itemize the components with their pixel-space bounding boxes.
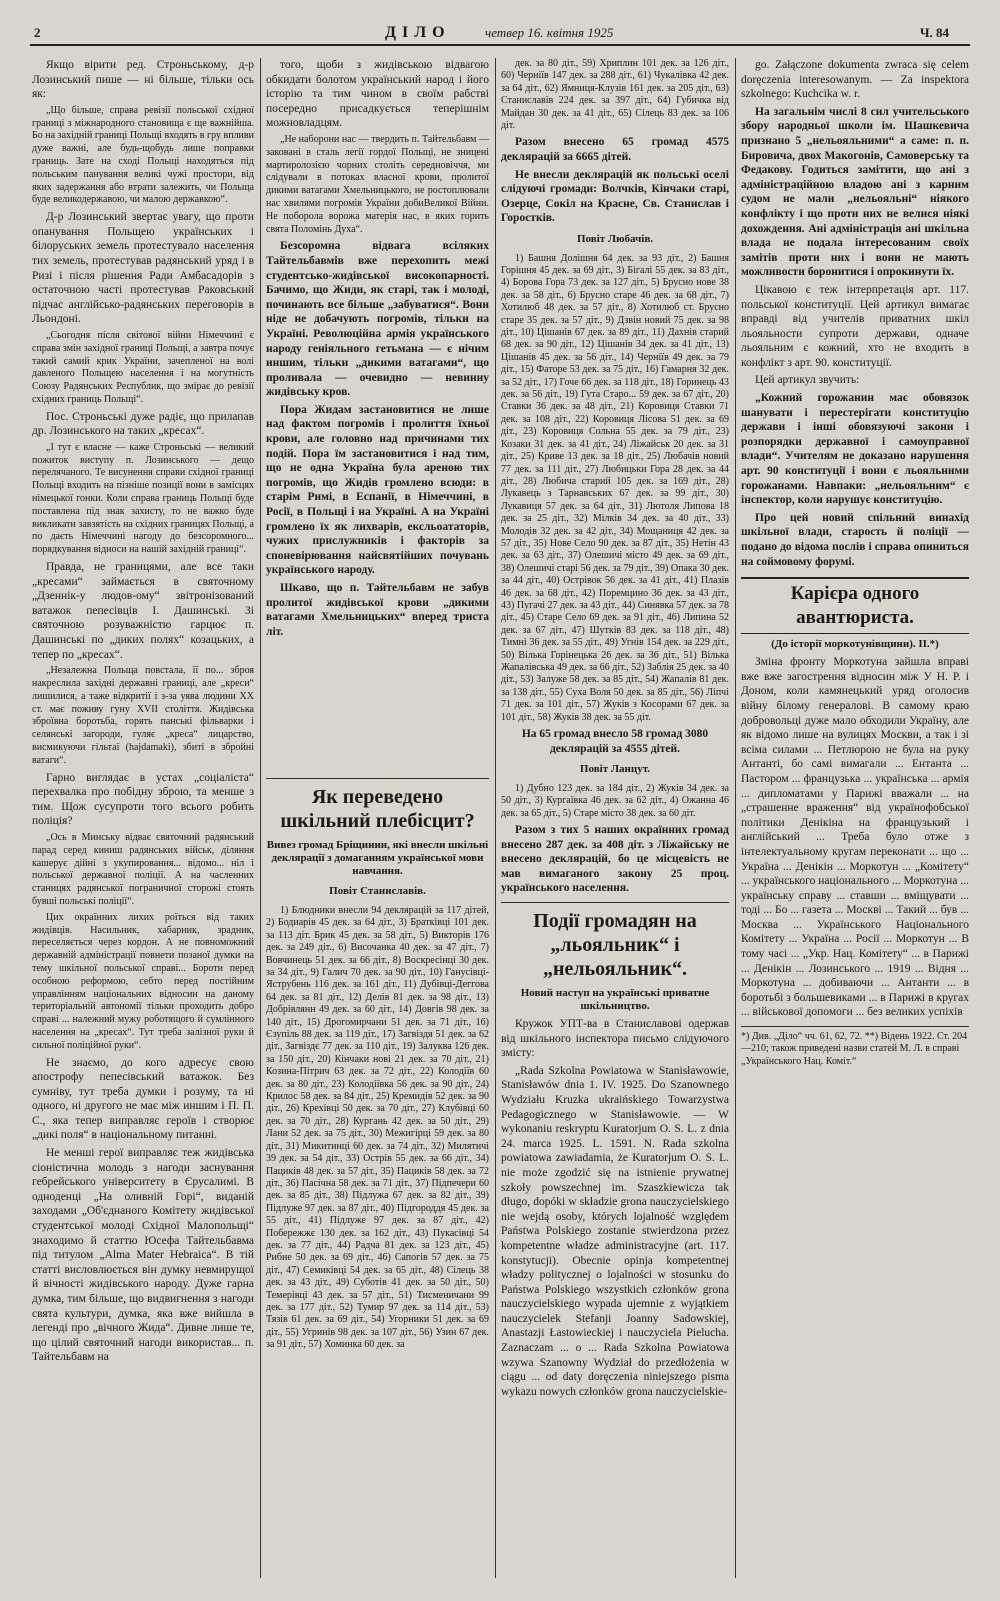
date-line: четвер 16. квітня 1925 bbox=[485, 25, 614, 40]
quote: „Кожний горожанин має обовязок шанувати і перестерігати конституцію держави і інші обовязуючі закони і розпорядки державної і самоуправної влади“. Учителям не доказано нарушення арт. 90 конституції і вони є льояльними горожанами. Навпаки: „нельояльним“ є інспектор, коли нарушує конституцію. bbox=[741, 392, 969, 507]
masthead: ДІЛО bbox=[385, 24, 451, 41]
paragraph: Не внесли деклярацій як польські оселі слідуючі громади: Волчків, Кінчаки старі, Озерце, Сокіл на Красне, Св. Станислав і Горостків. bbox=[501, 168, 729, 225]
section-heading: Повіт Любачів. bbox=[576, 233, 654, 245]
paragraph: Цікавою є теж інтерпретація арт. 117. польської конституції. Цей артикул вимагає вправді від учителів приватних шкіл льояльности супроти держави, одначе льояльним є кожний, хто не входить в конфлікт з арт. 90. конституції. bbox=[741, 283, 969, 369]
column-1 bbox=[32, 58, 254, 1588]
quote: „Сьогодня після світової війни Німеччині є справа змін західної границі Польщі, а завтра почує такий самий крик України, зачепленої на волі давленого Польщею населення і на могутність Союзу Радянських Республик, що змірає до ревізії східних границь Польщі“. bbox=[32, 329, 254, 405]
paragraph: На загальнім числі 8 сил учительського збору народньої школи ім. Шашкевича признано 5 „нельояльними“ а саме: п. п. Бировича, двох Макогонів, Самоверську та Федакову. Годиться замітити, що ані з адміністраційною владою ані з карним судом не мали „нельояльні“ ніякого конфлікту і що проти них не велися ніякі дохождення. Ані адміністрація ані шкільна влада не подала інтересованим своїх замітів проти них і вони не мають можливости боронитися і опрокинути їх. bbox=[741, 105, 969, 279]
page-header bbox=[30, 22, 970, 46]
blank-space bbox=[266, 642, 489, 772]
quote: Цих окраїнних лихих роїться від таких жидівців. Насильник, хабарник, зрадник, переселяється через кордон. А не повноможний державній адміністрації повнети позаної думки на тему шкільної польської справі... Бороти перед особною реформою, себто перед постійним управлінням національних відносин на даному територіальній автономії тільки проходить добро справі ... належний мужу роботящого й сумлінного населення на „кресах“. Тут треба залізної руки й сильної поліційної руки“. bbox=[32, 911, 254, 1051]
paragraph: Пора Жидам застановитися не лише над фактом погромів і пролиття їхньої крови, але головно над причинами тих подій. Пора їм застановитися і над тим, що не одна Україна була ареною тих погромів, що Жидів громлено всюди: в старім Римі, в Еспанії, в Німеччині, в Росії, в Польщі і на Україні. А на Україні громлено їх як лихварів, ексльоататорів, чужих прислужників і факторів за споневірювання найсвятійших почувань українського народу. bbox=[266, 403, 489, 577]
paragraph: „Rada Szkolna Powiatowa w Stanisławowie, Stanisławów dnia 1. IV. 1925. Do Szanownego Wydziału Kruzka ukraińskiego Towarzystwa Pedagogicznego w Stanisławowie. — W wykonaniu reskryptu Kuratorjum O. S. L. z dnia 24. marca 1925. L. 1591. N. Rada szkolna powiatowa zawiadamia, że Kuratorjum O. S. L. nie może zgodzić się na istnienie prywatnej szkoły powszechnej im. Szaszkiewicza tak długo, dopóki w składzie grona nauczycielskiego nie wejdą osoby, których lojalność względem Państwa Polskiego zostanie stwierdzona przez kompetentne władze administracyjne (art. 117. konstytucji). Obecnie opinja kompetentnej władzy politycznej o lojalności w stosunku do Państwa Polskiego wszystkich członków grona nauczycielskiego wypada ujemnie z wyjątkiem nauczycielek Stefanji Joanny Sadowskiej, Anastazji Łastowieckiej i nauczyciela Pielucha. Zaznaczam ... o ... Rada Szkolna Powiatowa wzywa Szanowny Wydział do przedłożenia w ciągu ... od daty doręczenia niniejszego pisma wykazu nowych członków grona nauczycielskie- bbox=[501, 1064, 729, 1398]
quote: „І тут є власне — каже Строньські — великий пожиток виступу п. Лозинського — дещо перелячаного. Те висунення справи східної границі Польщі входить на пізніше позиції вони в замісцях німецької гонки. Коли справа границь Польщі буде поставлена під знак захисту, то не важко буде викликати завзятість на східних границях Польщі, а по даєть Німеччині нагоду до безсоромного... порядкування відноси на нашій західній границі“. bbox=[32, 441, 254, 556]
summary: Разом внесено 65 громад 4575 деклярацій за 6665 дітей. bbox=[501, 136, 729, 164]
village-list: дек. за 80 діт., 59) Хриплин 101 дек. за 126 діт., 60) Черніїв 147 дек. за 288 діт., 61) Чукалівка 42 дек. за 64 діт., 62) Ямниця-Клузів 161 дек. за 205 діт., 63) Станиславів 224 дек. за 397 діт., 64) Губичка від Майдан 30 дек. за 41 діт., 65) Сілець 83 дек. за 106 діт. bbox=[501, 58, 729, 132]
paragraph: Кружок УПТ-ва в Станиславові одержав від шкільного інспектора письмо слідуючого змісту: bbox=[501, 1018, 729, 1060]
paragraph: Безсоромна відвага всіляких Тайтельбавмів вже перехопить межі студентсько-жидівської високопарності. Бачимо, що Жиди, як старі, так і молоді, починають все більше „забуватися“. Вони ніде не добачують погромів, тільки на Україні. Революційна армія українського народу геніяльного гетьмана — є нічим иншим, тільки „дикими ватагами“, що проливала — очевидно — невинну жидівську кров. bbox=[266, 240, 489, 399]
column-3 bbox=[501, 58, 729, 1588]
village-list: 1) Блюдники внесли 94 деклярацій за 117 дітей, 2) Бодиарів 45 дек. за 64 діт., 3) Братківці 101 дек. за 113 діт. Брик 45 дек. за 58 діт., 5) Викторів 176 дек. за 249 діт., 6) Височанка 40 дек. за 47 діт., 7) Вовчинець 51 дек. за 66 діт., 8) Воскресінці 30 дек. за 34 діт., 9) Галич 70 дек. за 90 діт., 10) Ганусівці-Яструбень 116 дек. за 161 діт., 11) Дубівці-Деггова 64 дек. за 81 діт., 12) Делів 81 дек. за 98 діт., 13) Добрівлянн 49 дек. за 60 діт., 14) Довгів 98 дек. за 140 діт., 15) Дрогомирчани 51 дек. за 71 діт., 16) Єзупіль 88 дек. за 119 діт., 17) Загвіздя 51 дек. за 62 діт., Загвіздє 77 дек. за 110 діт., 19) Залуква 126 дек. за 150 діт., 20) Кінчаки нові 21 дек. за 70 діт., 21) Козина-Пітрич 63 дек. за 72 діт., 22) Колодіїв 60 дек. за 80 діт., 23) Колодіївка 56 дек. за 90 діт., 24) Крилос 58 дек. за 84 діт., 25) Кремидів 52 дек. за 90 діт., 26) Крехівці 50 дек. за 70 діт., 27) Клубівці 60 дек. за 70 діт., 28) Кургань 42 дек. за 50 діт., 29) Лани 52 дек. за 75 діт., 30) Межигірці 59 дек. за 80 діт., 31) Микитинці 60 дек. за 74 діт., 32) Милятичі 39 дек. за 54 діт., 33) Острів 55 дек. за 66 діт., 34) Пациків 48 дек. за 57 діт., 35) Пациків 58 дек. за 72 діт., 36) Пасічна 58 дек. за 71 діт., 37) Підпечери 60 дек. за 85 діт., 38) Підлужа 67 дек. за 82 діт., 39) Підлуже 97 дек. за 87 діт., 40) Підгороддя 45 дек. за 55 діт., 41) Підлуже 97 дек. за 87 діт., 42) Побережжє 130 дек. за 162 діт., 43) Пукасівці 54 дек. за 77 діт., 44) Радча 81 дек. за 123 діт., 45) Рибне 50 дек. за 69 діт., 46) Сапогів 57 дек. за 75 діт., 47) Семиківці 54 дек. за 65 діт., 48) Сілець 38 дек. за 43 діт., 49) Суботів 41 дек. за 50 діт., 50) Темерівці 43 дек. за 57 діт., 51) Тисменичани 99 дек. за 177 діт., 52) Тумир 97 дек. за 114 діт., 53) Тязів 61 дек. за 69 діт., 54) Угорники 51 дек. за 69 діт., 55) Угринів 98 дек. за 107 діт., 56) Узин 67 дек. за 91 діт., 57) Хоминка 60 дек. за bbox=[266, 904, 489, 1351]
paragraph: go. Załączone dokumenta zwraca się celem doręczenia interesowanym. — Za inspektora szkolnego: Kuchcika w. r. bbox=[741, 59, 969, 101]
paragraph: Шкаво, що п. Тайтельбавм не забув пролитої жидівської крови „дикими ватагами Хмельницьких“ вперед триста літ. bbox=[266, 582, 489, 638]
column-2 bbox=[266, 58, 489, 1588]
issue-number: Ч. 84 bbox=[920, 25, 950, 40]
paragraph: Не знаємо, до кого адресує свою апострофу пепесівський ватажок. Без сумніву, тут треба думки і розуму, та ні одного, ні другого не має між иншим і П. П. С., яка тепер виправляє героїв і створює „дикі поля“ в національному питанні. bbox=[32, 1056, 254, 1142]
paragraph: Пос. Строньські дуже радіє, що прилапав др. Лозинського на таких „кресах“. bbox=[32, 410, 254, 438]
paragraph: Зміна фронту Моркотуна зайшла вправі вже вже загострення відносин між У Н. Р. і Доном, коли камянецький уряд оголосив війну білому генералові. В самому краю добровольці дуже мало обходили Україну, але як відомо лише на вулицях Москви, а так і зі всіма силами ... Петлюрою не була на руку Антанті, бо самі вимагали ... Ентанта ... Пастором ... французька ... українська ... армія ... дипломатами у Парижі вважали ... на „страшенне враження“ від українофобської політики Денікіна на французький і англійський ... Треба було отже з інтелектуальному кругам переконати ... що ... Україна ... Денікін ... Моркотун ... „Комітету“ ... українського національного ... Моркотуна ... українську справу ... ставши ... вміщувати ... тоді ... Бо ... газета ... Москві ... Такий ... був ... Москва ... Українського Національного Комітету ... Україна ... Росії ... Моркотун ... В тому часі ... „Укр. Нац. Комітету“ ... в Парижі ... Денікін ... Лозинського ... 1919 ... Відня ... Моркотуна ... добиваючи ... Антанти ... в боротьбі з большевиками ... в Парижі в кругах ... військової допомоги ... без великих успіхів bbox=[741, 656, 969, 1019]
paragraph: Якщо вірити ред. Строньському, д-р Лозинський пише — ні більше, тільки ось як: bbox=[32, 59, 254, 101]
village-list: 1) Дубно 123 дек. за 184 діт., 2) Жуків 34 дек. за 50 діт., 3) Кургаївка 46 дек. за 62 діт., 4) Ожанна 46 дек. за 65 діт., 5) Старе місто 38 дек. за 60 діт. bbox=[501, 782, 729, 819]
section-heading: Повіт Ланцут. bbox=[579, 763, 651, 776]
paragraph: Гарно виглядає в устах „соціаліста“ перехвалка про побідну зброю, та менше з тим. Щож сусупроти того всього робить поліція? bbox=[32, 771, 254, 828]
paragraph: Не менші герої виправляє теж жидівська сіоністична молодь з нагоди заснування гебрейського університету в Єрусалимі. В одноденці „На оливній Горі“, виданій заходами „Об'єднаного Комітету жидівської студентської молоді Східної Малопольщі“ знаходимо й статтю Юсефа Тайтельбавма під титулом „Alma Mater Hebraica“. В тій статті висловлюється він думку невмирущої й вічності жидівського народу. Дуже гарна думка, тим більше, що видвигнення з нагоди свята культури, думка, яка вже вийшла в легенді про „вічного Жида“. Дивне лише те, що цілий святочний нагоди використав... п. Тайтельбавм на bbox=[32, 1147, 254, 1364]
section-heading: Повіт Станиславів. bbox=[329, 885, 426, 898]
summary: На 65 громад внесло 58 громад 3080 деклярацій за 4555 дітей. bbox=[521, 728, 709, 755]
column-4 bbox=[741, 58, 969, 1588]
paragraph: того, щоби з жидівською відвагою обкидати болотом український народ і його історію та тим чином в своїм рабстві посередно присадкується теперішнім можновладцям. bbox=[266, 59, 489, 130]
quote: „Ось в Минську відває святочний радянський парад серед киниш радянських військ, діляння кашерує дійні з укупировання... відомо... ніл і польської державної поліції. А на часленних станицях радянської пограничної сторожі стоять бувші польські поліції“. bbox=[32, 831, 254, 907]
paragraph: Про цей новий спільний винахід шкільної влади, старость й поліції — подано до відома послів і справа опиниться на соймовому форумі. bbox=[741, 511, 969, 568]
paragraph: Правда, не границями, але все таки „кресами“ займається в святочному „Дзеннік-у людов-ому“ звітронізований ватажок пепесівців І. Дашинські. Зі святочною розуважністю гарцює п. Дашинські по „диких полях“ козацьких, а тепер по „кресах“. bbox=[32, 561, 254, 661]
quote: „Незалежна Польща повстала, її по... зброя накреслила західні державні границі, але „креси“ лишилися, а таже відкритії і з-за уява людини XX ст. має поживу гуну XVII століття. Жидівська зброївна боротьба, горять панські фільварки і селянські загороди, гуляє „креса“ лицарство, висмикуючи гільтаї (hajdamaki), збиті в збройні ватаги“. bbox=[32, 665, 254, 766]
article-headline: Карієра одного авантюриста. bbox=[741, 577, 969, 634]
article-subtitle: Новий наступ на українські приватне шкільництво. bbox=[520, 987, 710, 1012]
article-subtitle: (До історії моркотунівщини). II.*) bbox=[771, 638, 939, 651]
quote: „Не наборони нас — твердить п. Тайтельбавм — заковані в сталь легії гордої Польщі, не зницені мартиролозією чорних століть середновіччя, ми слідували в потоках власної крови, пролитої дикими ватагами Хмельницького, не ростоплювали нас хвилями погромів України добиВеликої Війни. Не поборола ворожа матерія нас, в яких горить свята Поломінь Духа“. bbox=[266, 133, 489, 235]
paragraph: Цей артикул звучить: bbox=[755, 374, 860, 387]
footnote: *) Див. „Діло“ чч. 61, 62, 72. **) Відень 1922. Ст. 204—210; також приведені назви статей М. Л. в справі „Українського Нац. Коміт.“ bbox=[741, 1026, 969, 1068]
quote: „Що більше, справа ревізії польської східної границі з міжнародного становища є ще важнійша. Бо на західній границі Польщі входять в гру впливи дуже важні, але будь-щобудь лише поправки границь. Зате на сході Польщі находяться під польським панування великі чужі простори, від яких задержання або втрати залежить, чи Польща буде великодержавою, чи малою державкою“. bbox=[32, 104, 254, 206]
village-list: 1) Башня Долішня 64 дек. за 93 діт., 2) Башня Горішня 45 дек. за 69 діт., 3) Бігалі 55 дек. за 83 діт., 4) Борова Гора 73 дек. за 127 діт., 5) Брусно нове 38 дек. за 58 діт., 6) Брусно старе 46 дек. за 68 діт., 7) Хотилюб 48 дек. за 57 діт., 8) Хотилюб ст. Брусно старе 35 дек. за 57 діт., 9) Дзвін новий 75 дек. за 98 діт., 10) Цішанів 67 дек. за 89 діт., 11) Дахнів старий 68 дек. за 90 діт., 12) Цішанів 34 дек. за 41 діт., 13) Цішанів 45 дек. за 56 діт., 14) Черніїв 49 дек. за 79 діт., 15) Фаторе 53 дек. за 75 діт., 16) Гамарня 32 дек. за 52 діт., 17) Гоче 66 дек. за 118 діт., 18) Горинець 43 дек. за 56 діт., 19) Гута Старо... 59 дек. за 67 діт., 20) Ставки 36 дек. за 48 діт., 21) Коровиця Ставки 71 дек. за 108 діт., 22) Коровиця Лісова 51 дек. за 69 діт., 23) Коровиця Сольна 55 дек. за 79 діт., 23) Козаки 31 дек. за 41 діт., 24) Ліжайськ 20 дек. за 31 діт., 25) Криве 13 дек. за 18 діт., 25) Любачів новий 77 дек. за 111 діт., 27) Любицьки Гора 28 дек. за 44 діт., 28) Любича старий 105 дек. за 169 діт., 28) Лукавець з Тарнавських 67 дек. за 99 діт., 30) Лукавиця 57 дек. за 64 діт., 31) Лютоля Липова 18 дек. за 25 діт., 32) Мілків 34 дек. за 40 діт., 33) Молодів 32 дек. за 42 діт., 34) Мощаниця 42 дек. за 57 діт., 35) Нове Село 90 дек. за 87 діт., 35) Нетін 43 дек. за 63 діт., 37) Олешичі місто 49 дек. за 69 діт., 38) Олешичі старі 56 дек. за 79 діт., 39) Опака 30 дек. за 44 діт., 40) Острівок 56 дек. за 41 діт., 41) Плазів 46 дек. за 68 діт., 42) Поремцино 36 дек. за 43 діт., 43) Пугачі 27 дек. за 43 діт., 44) Синявка 57 дек. за 78 діт., 45) Старе Село 69 дек. за 91 діт., 46) Липина 52 дек. за 67 діт., 47) Шутків 83 дек. за 118 діт., 48) Тимні 36 дек. за 55 діт., 49) Угнів 154 дек. за 229 діт., 50) Вілька Горінецька 26 дек. за 36 діт., 51) Вілька Жапалівська 49 дек. за 66 діт., 52) Заблія 25 дек. за 40 діт., 53) Залуже 58 дек. за 85 діт., 54) Жапалів 81 дек. за 138 діт., 55) Суха Воля 50 дек. за 85 діт., 56) Ліпчі 71 дек. за 101 діт., 57) Жуків з Косорами 67 дек. за 101 діт., 58) Жуків 38 дек. за 55 діт. bbox=[501, 252, 729, 723]
paragraph: Д-р Лозинський звертає увагу, що проти опанування Польщею українських і білоруських земель протестувало населення тих земель, протестував радянський уряд і в Ризі і після рішення Ради Амбасадорів з остаточною часті протестував Раковський підчас англійсько-радянських переговорів в Льондоні. bbox=[32, 211, 254, 326]
article-subtitle: Вивез громад Бріщинин, які внесли шкільні деклярації з домаганням української мови навчання. bbox=[266, 839, 489, 878]
summary: Разом з тих 5 наших окраїнних громад внесено 287 дек. за 408 діт. з Ліжайську не внесено деклярацій, бо це місцевість не мав вимаганого закону 25 проц. українського населення. bbox=[501, 824, 729, 895]
article-headline: Як переведено шкільний плебісцит? bbox=[280, 786, 475, 833]
page-number: 2 bbox=[34, 25, 41, 40]
article-headline: Події громадян на „льояльник“ і „нельояльник“. bbox=[533, 910, 697, 980]
